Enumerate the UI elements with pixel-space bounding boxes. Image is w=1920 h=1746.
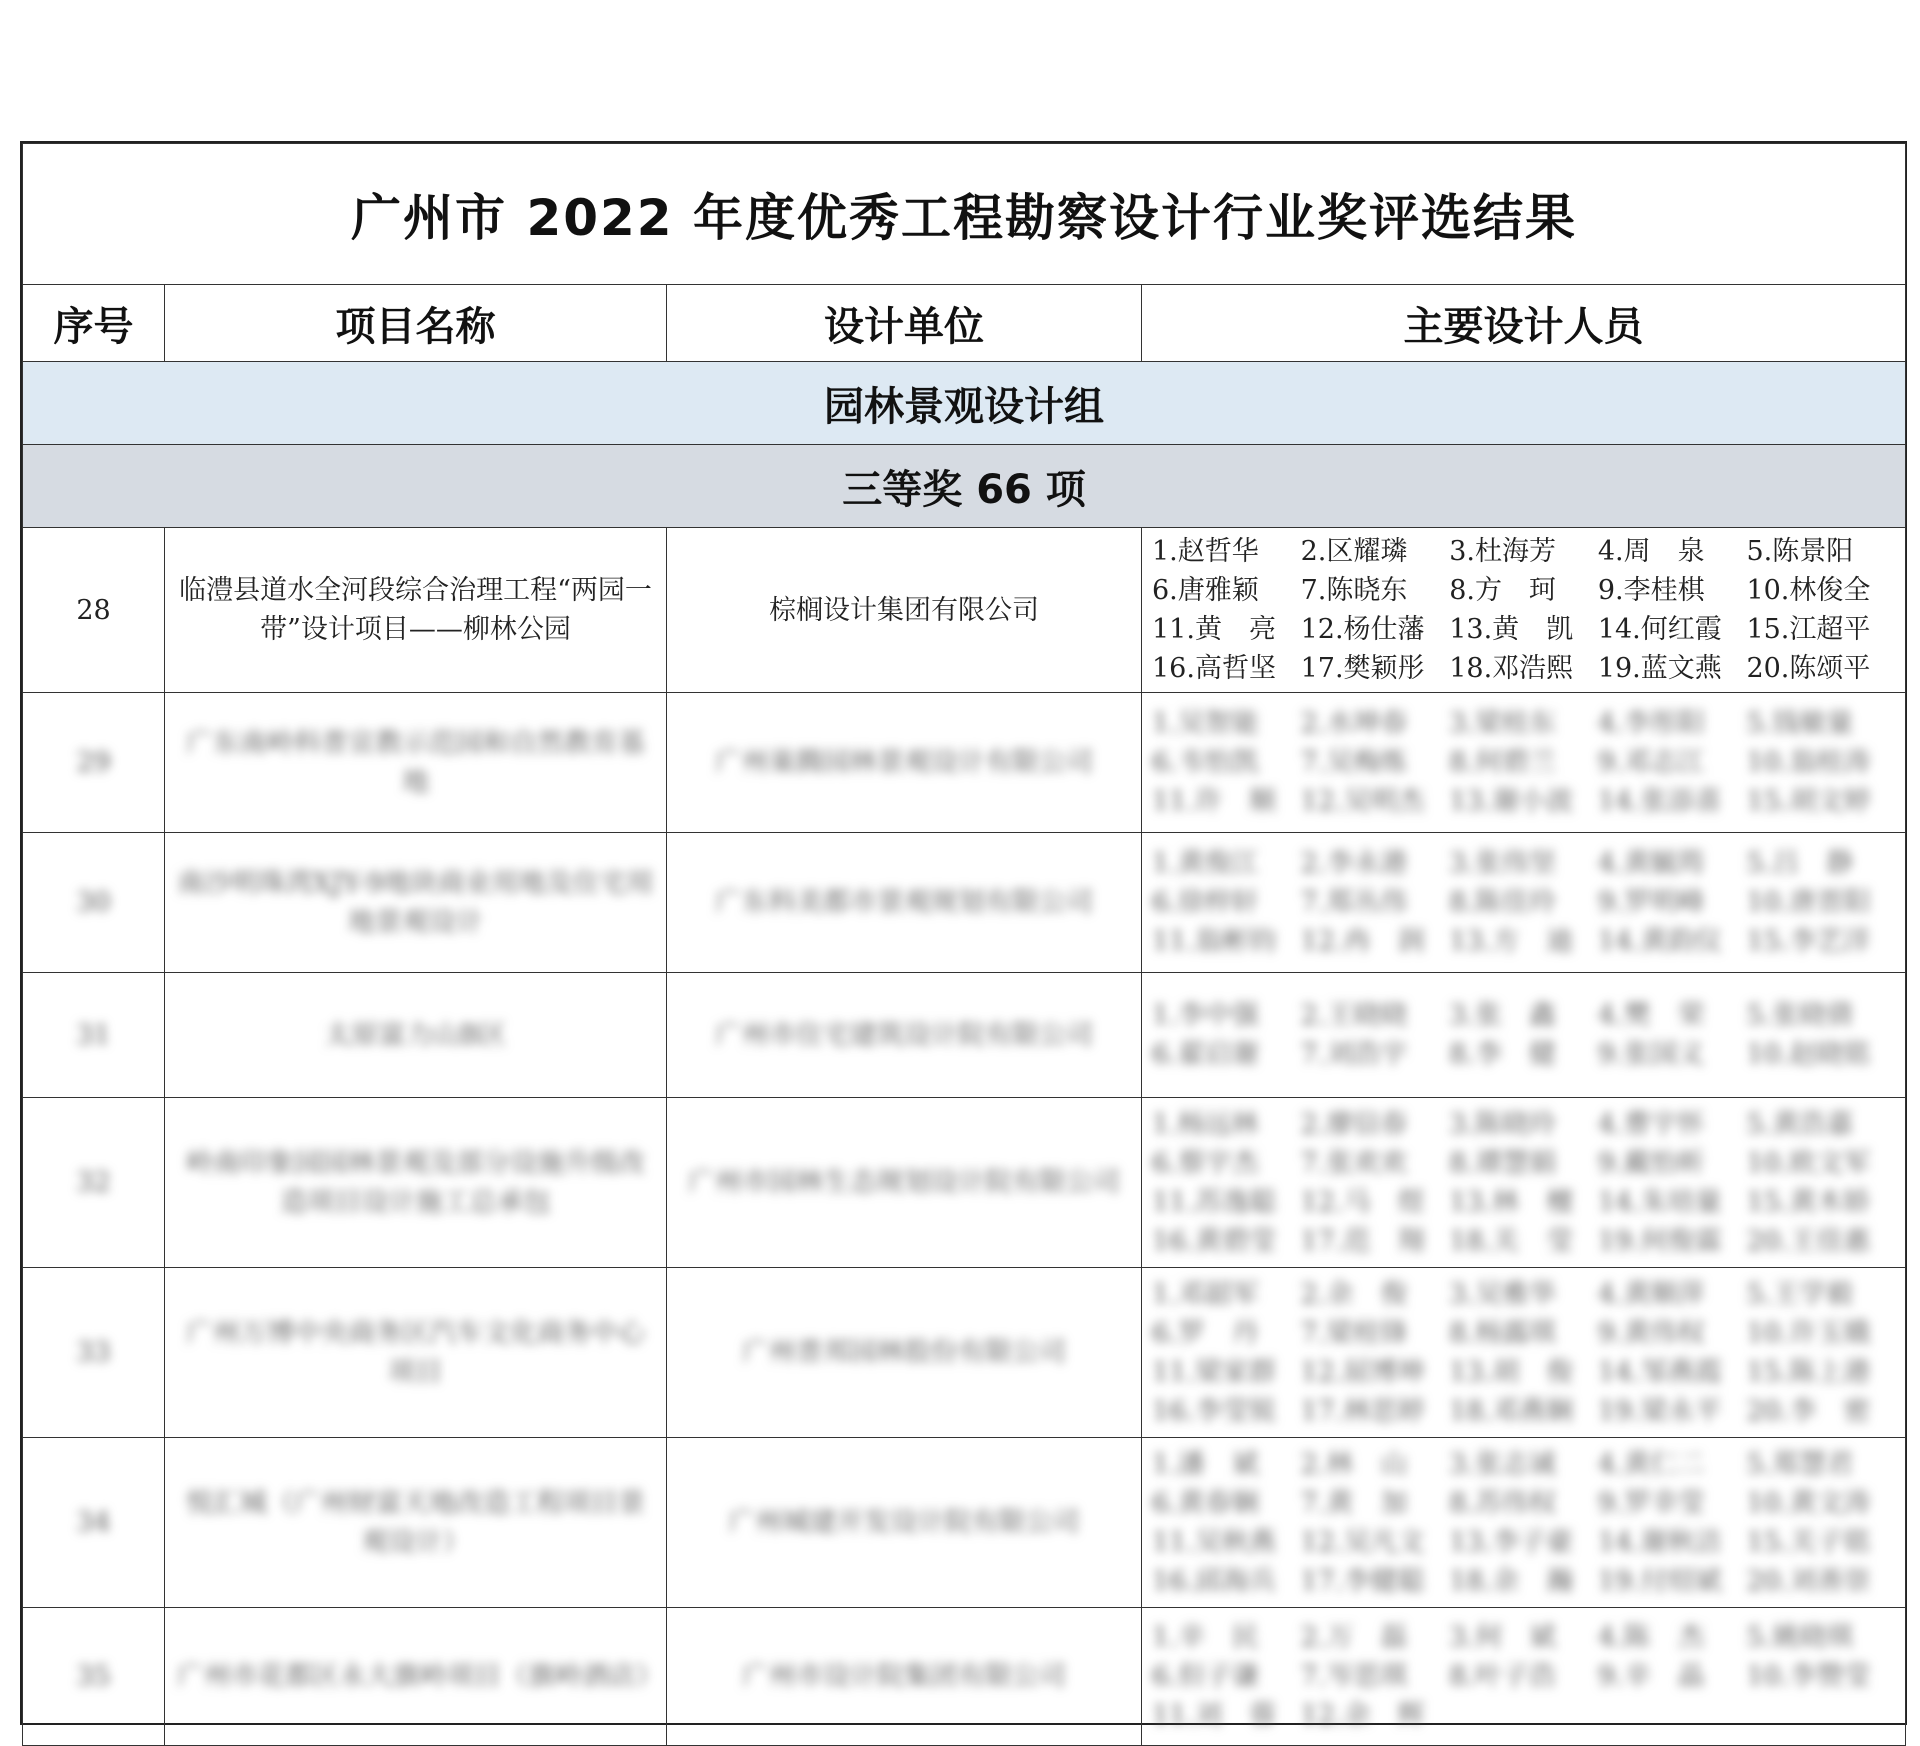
person-name: 13.林 檀 [1449,1186,1574,1218]
person-name: 11.翁彬钧 [1152,926,1276,957]
table-row [23,1098,1906,1268]
person-name: 11.刘 蓉 [1152,1700,1276,1731]
person-name: 7.郑丛伟 [1300,887,1408,918]
person-name: 15.陈上港 [1746,1356,1871,1388]
table-row [23,528,1906,693]
person-name: 1.辛 民 [1152,1622,1259,1653]
person-name: 11.苏逸聪 [1152,1186,1276,1218]
table-body [23,528,1906,1746]
person-name: 4.曹宇怀 [1597,1108,1705,1140]
person-name: 12.马 煜 [1300,1186,1425,1218]
row-seq: 28 [23,528,165,693]
person-name: 1.杨远林 [1152,1108,1259,1140]
person-name: 6.韦怡凯 [1152,747,1259,778]
person-name: 14.黄韵仪 [1597,926,1722,957]
person-name: 10.翁桂涛 [1746,747,1871,778]
person-name: 19.蓝文燕 [1597,653,1722,684]
person-name: 7.黄 加 [1300,1487,1408,1519]
person-name: 18.邓浩熙 [1449,653,1574,684]
row-seq: 35 [23,1608,165,1746]
person-name: 18.余 瀚 [1449,1565,1574,1597]
row-seq: 29 [23,693,165,833]
person-name: 12.吴凡文 [1300,1526,1425,1558]
person-name: 16.李莹锐 [1152,1395,1276,1427]
person-name: 5.郑慧君 [1746,1448,1854,1480]
person-name: 2.廖信春 [1300,1108,1408,1140]
person-name: 2.李永港 [1300,848,1408,879]
person-name: 19.付绍斌 [1597,1565,1722,1597]
person-name: 20.刘善崇 [1746,1565,1871,1597]
person-name: 16.黄碧莹 [1152,1225,1276,1257]
row-seq: 30 [23,833,165,973]
person-name: 12.冉 润 [1300,926,1425,957]
person-name: 14.何红霞 [1597,614,1722,645]
row-project: 广州市花都区永大旗岭项目（旗岭酒店） [165,1608,667,1746]
person-name: 7.岑思琪 [1300,1661,1408,1692]
person-name: 3.何 斌 [1449,1622,1556,1653]
person-name: 6.罗 丹 [1152,1317,1259,1349]
person-name: 8.谭慧娟 [1449,1147,1556,1179]
person-name: 5.陈景阳 [1746,536,1854,567]
person-name: 2.万 磊 [1300,1622,1408,1653]
person-name: 13.方 迪 [1449,926,1574,957]
person-name: 15.黄木娇 [1746,1186,1871,1218]
person-name: 7.刘浩宇 [1300,1039,1408,1070]
person-name: 5.黄浩嘉 [1746,1108,1854,1140]
person-name: 9.罗幸莹 [1597,1487,1705,1519]
person-name: 9.张国义 [1597,1039,1705,1070]
person-name: 13.李子豪 [1449,1526,1574,1558]
person-name: 8.叶子浩 [1449,1661,1556,1692]
person-name: 2.余 俊 [1300,1278,1408,1310]
row-people [1142,1438,1906,1608]
person-name: 10.欧文军 [1746,1147,1871,1179]
person-name: 3.陈晓玲 [1449,1108,1556,1140]
person-name: 5.钱敏量 [1746,708,1854,739]
person-name: 18.邓燕娴 [1449,1395,1574,1427]
person-name: 1.黄俊江 [1152,848,1259,879]
person-name: 4.李彤阳 [1597,708,1705,739]
person-name: 10.唐晋阳 [1746,887,1871,918]
row-project: 临澧县道水全河段综合治理工程“两园一带”设计项目——柳林公园 [165,528,667,693]
table-row [23,973,1906,1098]
person-name: 10.黄文涛 [1746,1487,1871,1519]
person-name: 10.许玉娥 [1746,1317,1871,1349]
person-name: 12.屈博坤 [1300,1356,1425,1388]
person-name: 3.吴雅华 [1449,1278,1556,1310]
person-name: 2.林 山 [1300,1448,1408,1480]
person-name: 11.黄 亮 [1152,614,1276,645]
person-name: 17.李健聪 [1300,1565,1425,1597]
person-name: 8.何碧兰 [1449,747,1556,778]
person-name: 9.戴怡昕 [1597,1147,1705,1179]
person-name: 9.邓志江 [1597,747,1705,778]
row-project: 岭南印象园园林景观及部分设施升级改造项目设计施工总承包 [165,1098,667,1268]
person-name: 14.谢秋洁 [1597,1526,1722,1558]
row-project: 广州万博中央商务区汽车文化商务中心项目 [165,1268,667,1438]
row-project: 南沙明珠湾XJY-9地块商业用地及住宅用地景观设计 [165,833,667,973]
person-name: 14.张添喜 [1597,786,1722,817]
people-list [1152,1445,1895,1601]
person-name: 1.潘 斌 [1152,1448,1259,1480]
header-people: 主要设计人员 [1142,285,1906,362]
row-unit: 广州市园林生态规划设计院有限公司 [667,1098,1142,1268]
person-name: 16.高哲坚 [1152,653,1276,684]
person-name: 15.关子铭 [1746,1526,1871,1558]
header-project: 项目名称 [165,285,667,362]
person-name: 11.吴秋燕 [1152,1526,1276,1558]
person-name: 11.许 顺 [1152,786,1276,817]
person-name: 3.张 鑫 [1449,1000,1556,1031]
person-name: 20.王佳惠 [1746,1225,1871,1257]
person-name: 4.樊 荣 [1597,1000,1705,1031]
person-name: 4.陈 杰 [1597,1622,1705,1653]
person-name: 19.梁永平 [1597,1395,1722,1427]
person-name: 6.徐梓轩 [1152,887,1259,918]
person-name: 4.黄仁二 [1597,1448,1705,1480]
row-project: 太原富力山B区 [165,973,667,1098]
person-name: 8.杨露琪 [1449,1317,1556,1349]
row-people [1142,833,1906,973]
person-name: 9.罗明峰 [1597,887,1705,918]
row-unit: 广州城建开发设计院有限公司 [667,1438,1142,1608]
person-name: 20.陈颂平 [1746,653,1871,684]
person-name: 11.梁家群 [1152,1356,1276,1388]
row-people [1142,528,1906,693]
person-name: 15.江超平 [1746,614,1871,645]
people-list [1152,532,1895,688]
person-name: 8.陈佳玲 [1449,887,1556,918]
people-list [1152,1275,1895,1431]
row-seq: 34 [23,1438,165,1608]
person-name: 10.赵晓铭 [1746,1039,1871,1070]
person-name: 9.辛 晶 [1597,1661,1705,1692]
person-name: 8.苏伟权 [1449,1487,1556,1519]
person-name: 17.范 翔 [1300,1225,1425,1257]
row-seq: 33 [23,1268,165,1438]
person-name: 15.李艺洋 [1746,926,1871,957]
row-unit: 广州市住宅建筑设计院有限公司 [667,973,1142,1098]
table-row [23,1268,1906,1438]
document-title: 广州市 2022 年度优秀工程勘察设计行业奖评选结果 [23,144,1906,285]
person-name: 18.关 莹 [1449,1225,1574,1257]
table-row [23,833,1906,973]
person-name: 3.张伟坚 [1449,848,1556,879]
person-name: 13.胡 俊 [1449,1356,1574,1388]
table-row [23,693,1906,833]
row-unit: 广州市设计院集团有限公司 [667,1608,1142,1746]
row-unit: 广州巢腾园林景观设计有限公司 [667,693,1142,833]
person-name: 2.水坤春 [1300,708,1408,739]
person-name: 6.黄春娴 [1152,1487,1259,1519]
people-list [1152,844,1895,961]
row-seq: 31 [23,973,165,1098]
person-name: 12.吴明杰 [1300,786,1425,817]
person-name: 1.李中强 [1152,1000,1259,1031]
header-seq: 序号 [23,285,165,362]
people-list [1152,1105,1895,1261]
table-row [23,1608,1906,1746]
person-name: 7.吴梅炼 [1300,747,1408,778]
person-name: 2.区耀璘 [1300,536,1408,567]
person-name: 5.姚晓琪 [1746,1622,1854,1653]
person-name: 6.翟启谢 [1152,1039,1259,1070]
person-name: 13.谢小波 [1449,786,1574,817]
person-name: 20.李 密 [1746,1395,1871,1427]
person-name: 3.梁桂东 [1449,708,1556,739]
person-name: 4.黄毓筠 [1597,848,1705,879]
header-row [23,285,1906,362]
person-name: 13.黄 凯 [1449,614,1574,645]
person-name: 8.李 健 [1449,1039,1556,1070]
person-name: 5.张晓倩 [1746,1000,1854,1031]
person-name: 10.李赞莹 [1746,1661,1871,1692]
person-name: 6.唐雅颖 [1152,575,1259,606]
people-list [1152,996,1895,1074]
prize-title: 三等奖 66 项 [23,445,1906,528]
person-name: 7.陈晓东 [1300,575,1408,606]
person-name: 14.邹燕霞 [1597,1356,1722,1388]
person-name: 12.杨仕藩 [1300,614,1425,645]
row-people [1142,693,1906,833]
person-name: 9.黄伟权 [1597,1317,1705,1349]
person-name: 8.方 珂 [1449,575,1556,606]
row-unit: 棕榈设计集团有限公司 [667,528,1142,693]
group-title: 园林景观设计组 [23,362,1906,445]
person-name: 14.朱培量 [1597,1186,1722,1218]
people-list [1152,704,1895,821]
person-name: 7.梁桂锋 [1300,1317,1408,1349]
person-name: 9.李桂棋 [1597,575,1705,606]
table-row [23,1438,1906,1608]
person-name: 5.王学毅 [1746,1278,1854,1310]
person-name: 2.王晓晓 [1300,1000,1408,1031]
person-name: 1.赵哲华 [1152,536,1259,567]
row-people [1142,1608,1906,1746]
person-name: 1.吴智能 [1152,708,1259,739]
row-people [1142,1098,1906,1268]
header-unit: 设计单位 [667,285,1142,362]
person-name: 3.杜海芳 [1449,536,1556,567]
row-unit: 广州普邦园林股份有限公司 [667,1268,1142,1438]
row-project: 悦汇城（广州财富天地改造工程项目景观设计） [165,1438,667,1608]
row-seq: 32 [23,1098,165,1268]
row-project: 广东南岭科普宣教示范园和自然教育基地 [165,693,667,833]
people-list [1152,1618,1895,1735]
person-name: 12.余 辉 [1300,1700,1425,1731]
person-name: 6.但子谦 [1152,1661,1259,1692]
person-name: 4.黄顺萍 [1597,1278,1705,1310]
person-name: 5.吕 静 [1746,848,1854,879]
person-name: 3.张志诚 [1449,1448,1556,1480]
result-table [22,143,1906,1746]
person-name: 16.邱海兵 [1152,1565,1276,1597]
row-people [1142,1268,1906,1438]
person-name: 7.张欢欢 [1300,1147,1408,1179]
result-sheet [20,141,1907,1731]
person-name: 17.樊颖彤 [1300,653,1425,684]
person-name: 10.林俊全 [1746,575,1871,606]
person-name: 17.林思婷 [1300,1395,1425,1427]
row-people [1142,973,1906,1098]
person-name: 19.何俊霖 [1597,1225,1722,1257]
person-name: 6.蔡宇杰 [1152,1147,1259,1179]
person-name: 15.胡文婷 [1746,786,1871,817]
row-unit: 广东科美都市景观规划有限公司 [667,833,1142,973]
person-name: 1.邓韶军 [1152,1278,1259,1310]
person-name: 4.周 泉 [1597,536,1705,567]
